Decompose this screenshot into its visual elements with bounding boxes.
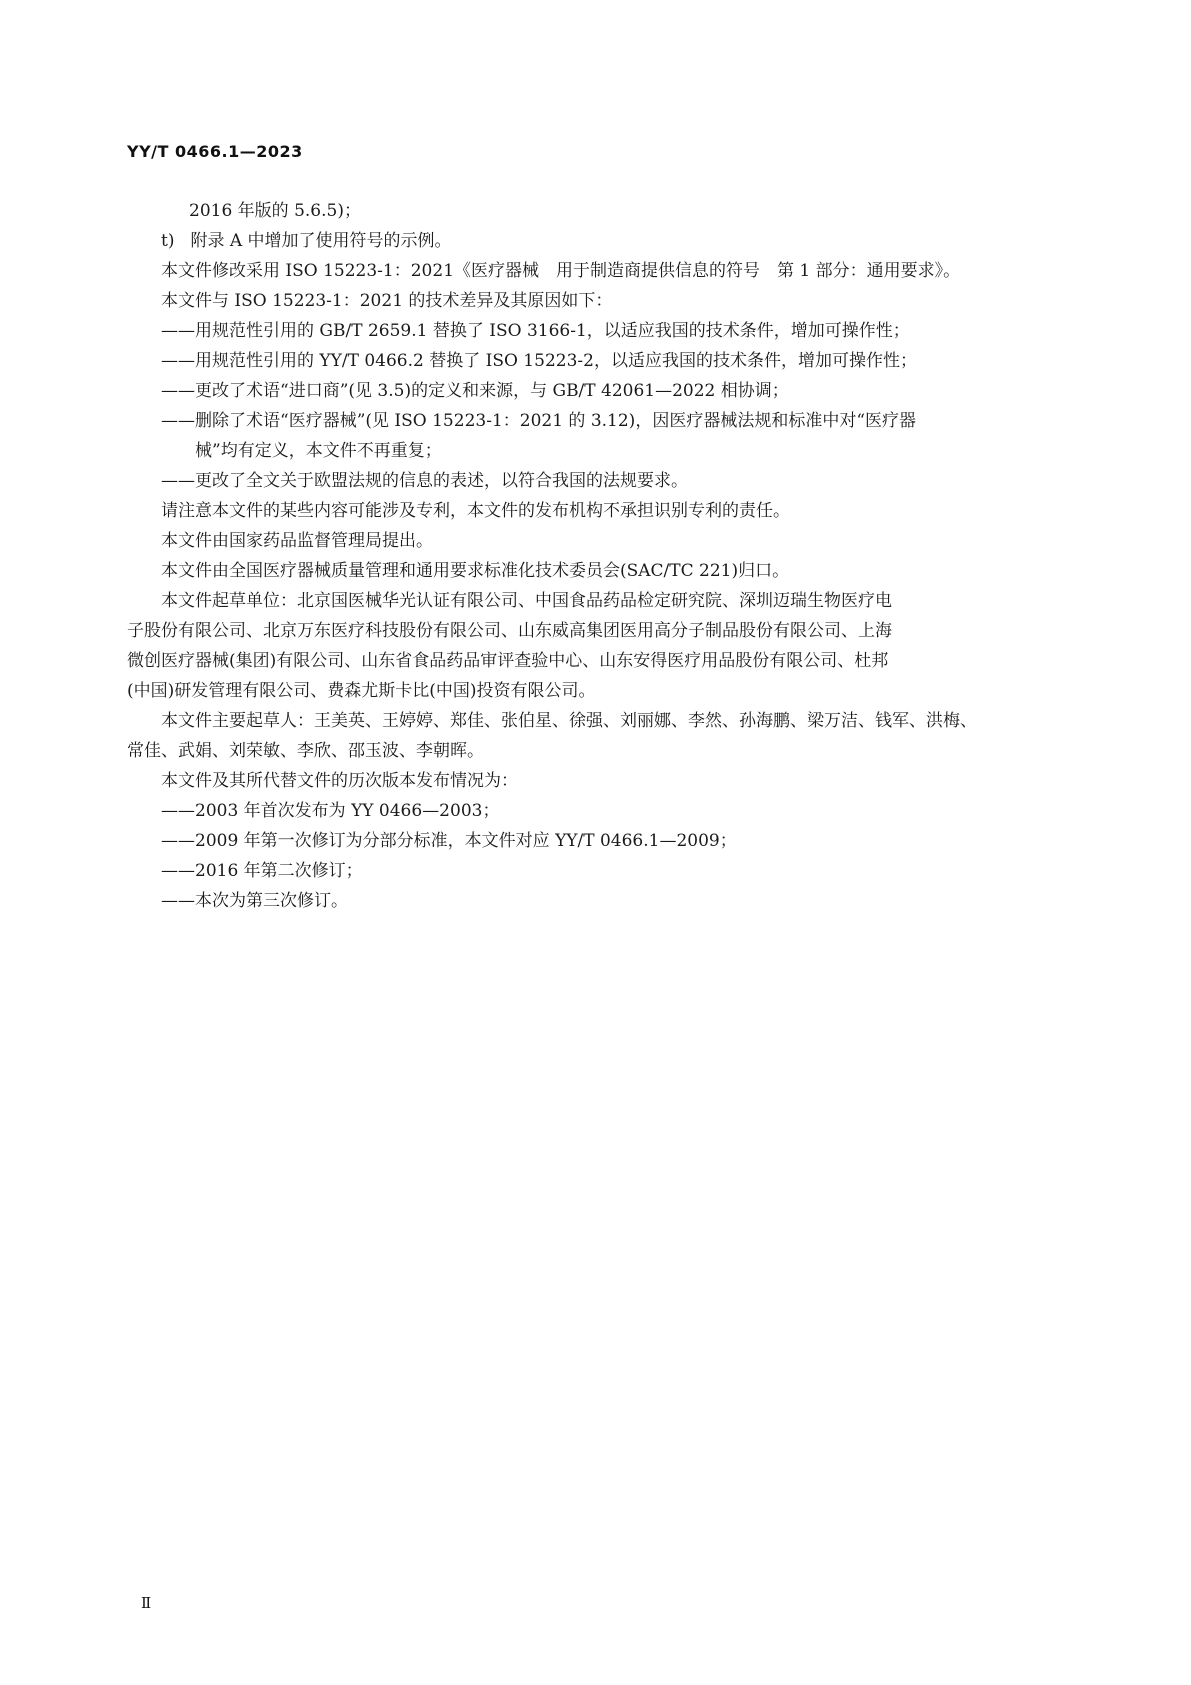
list-item-label: t)	[161, 231, 175, 251]
paragraph-drafting-units-line: (中国)研发管理有限公司、费森尤斯卡比(中国)投资有限公司。	[127, 681, 596, 701]
dash-mark: ——	[161, 351, 195, 371]
dash-mark: ——	[161, 801, 195, 821]
paragraph-drafting-units-line: 微创医疗器械(集团)有限公司、山东省食品药品审评查验中心、山东安得医疗用品股份有限公司、杜邦	[127, 651, 889, 671]
dash-item	[127, 376, 1064, 406]
dash-mark: ——	[161, 471, 195, 491]
document-code-header: YY/T 0466.1—2023	[127, 142, 303, 161]
dash-mark: ——	[161, 411, 195, 431]
dash-item	[127, 466, 1064, 496]
paragraph-patent-notice: 请注意本文件的某些内容可能涉及专利，本文件的发布机构不承担识别专利的责任。	[161, 501, 790, 521]
paragraph-drafting-units-line: 子股份有限公司、北京万东医疗科技股份有限公司、山东威高集团医用高分子制品股份有限公司、上海	[127, 621, 892, 641]
history-item	[127, 886, 1064, 916]
dash-mark: ——	[161, 891, 195, 911]
dash-item-continuation: 械”均有定义，本文件不再重复；	[195, 441, 442, 461]
list-item-t	[127, 226, 1064, 256]
history-item-text: 2016 年第二次修订；	[195, 861, 363, 881]
dash-mark: ——	[161, 381, 195, 401]
paragraph-adoption: 本文件修改采用 ISO 15223-1：2021《医疗器械 用于制造商提供信息的符号 第 1 部分：通用要求》。	[161, 261, 961, 281]
list-item-text: 附录 A 中增加了使用符号的示例。	[190, 231, 452, 251]
dash-item-text: 更改了术语“进口商”(见 3.5)的定义和来源，与 GB/T 42061—2022 相协调；	[195, 381, 789, 401]
history-item-text: 2009 年第一次修订为分部分标准，本文件对应 YY/T 0466.1—2009；	[195, 831, 737, 851]
dash-item-text: 更改了全文关于欧盟法规的信息的表述，以符合我国的法规要求。	[195, 471, 688, 491]
dash-mark: ——	[161, 861, 195, 881]
paragraph-committee: 本文件由全国医疗器械质量管理和通用要求标准化技术委员会(SAC/TC 221)归口。	[161, 561, 790, 581]
list-item-continuation: 2016 年版的 5.6.5)；	[189, 201, 361, 221]
paragraph-proposer: 本文件由国家药品监督管理局提出。	[161, 531, 433, 551]
dash-item	[127, 406, 1064, 436]
page-number: Ⅱ	[141, 1594, 152, 1612]
dash-mark: ——	[161, 831, 195, 851]
history-item-text: 2003 年首次发布为 YY 0466—2003；	[195, 801, 500, 821]
dash-item-text: 用规范性引用的 YY/T 0466.2 替换了 ISO 15223-2，以适应我国的技术条件，增加可操作性；	[195, 351, 917, 371]
history-item	[127, 856, 1064, 886]
paragraph-drafters-line: 常佳、武娟、刘荣敏、李欣、邵玉波、李朝晖。	[127, 741, 484, 761]
paragraph-history-intro: 本文件及其所代替文件的历次版本发布情况为：	[161, 771, 518, 791]
dash-mark: ——	[161, 321, 195, 341]
dash-item-text: 删除了术语“医疗器械”(见 ISO 15223-1：2021 的 3.12)，因医疗器械法规和标准中对“医疗器	[195, 411, 917, 431]
history-item-text: 本次为第三次修订。	[195, 891, 348, 911]
history-item	[127, 796, 1064, 826]
document-body	[127, 196, 1064, 916]
paragraph-drafters-line: 本文件主要起草人：王美英、王婷婷、郑佳、张伯星、徐强、刘丽娜、李然、孙海鹏、梁万洁、钱军、洪梅、	[161, 711, 977, 731]
history-item	[127, 826, 1064, 856]
paragraph-drafting-units-line: 本文件起草单位：北京国医械华光认证有限公司、中国食品药品检定研究院、深圳迈瑞生物医疗电	[161, 591, 892, 611]
dash-item-text: 用规范性引用的 GB/T 2659.1 替换了 ISO 3166-1，以适应我国的技术条件，增加可操作性；	[195, 321, 910, 341]
dash-item	[127, 346, 1064, 376]
dash-item	[127, 316, 1064, 346]
paragraph-differences-intro: 本文件与 ISO 15223-1：2021 的技术差异及其原因如下：	[161, 291, 613, 311]
